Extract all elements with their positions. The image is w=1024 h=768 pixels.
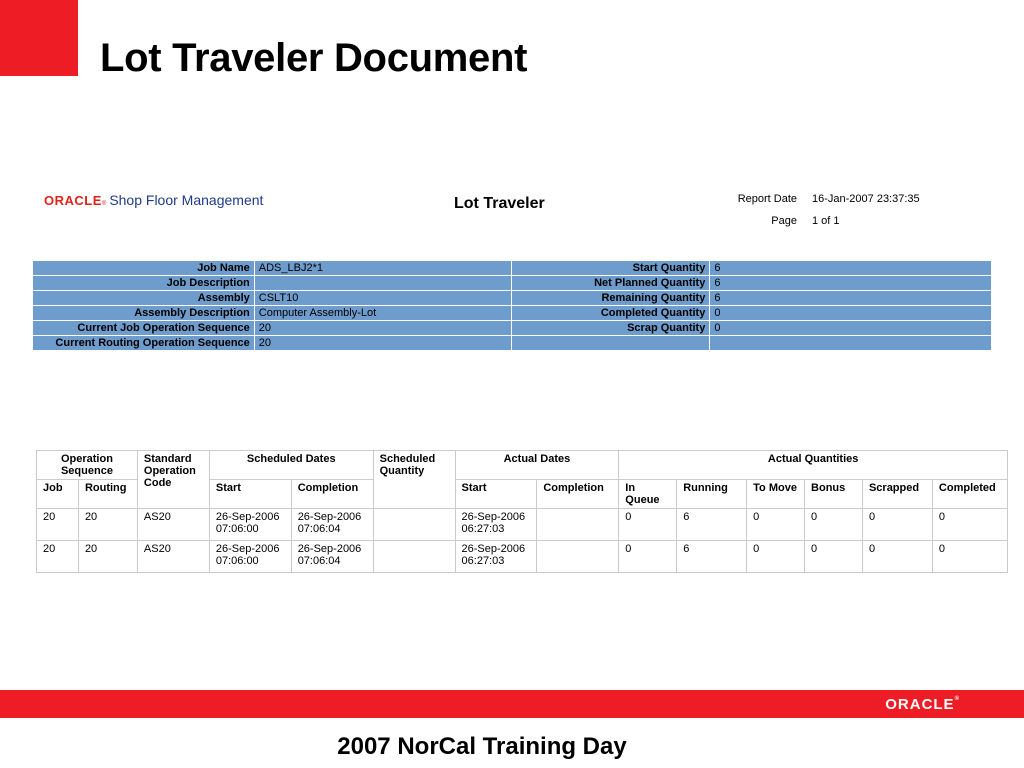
job-info-row <box>33 306 992 321</box>
job-info-row <box>33 276 992 291</box>
report-date-value: 16-Jan-2007 23:37:35 <box>812 193 920 205</box>
scheduled-start-header: Start <box>209 480 291 509</box>
operation-row <box>37 509 1008 541</box>
job-info-value: 20 <box>254 336 511 351</box>
footer-text: 2007 NorCal Training Day <box>337 733 627 760</box>
quantity-value: 0 <box>710 321 992 336</box>
quantity-value: 6 <box>710 291 992 306</box>
quantity-value: 0 <box>710 306 992 321</box>
job-info-label: Assembly Description <box>33 306 255 321</box>
job-info-label: Current Job Operation Sequence <box>33 321 255 336</box>
job-info-label: Assembly <box>33 291 255 306</box>
operation-row <box>37 541 1008 573</box>
completed-header: Completed <box>932 480 1007 509</box>
corner-red-square <box>0 0 78 76</box>
oracle-logo: ORACLE ® Shop Floor Management <box>44 192 264 208</box>
product-name: Shop Floor Management <box>109 192 264 208</box>
slide-title: Lot Traveler Document <box>100 36 528 80</box>
job-info-row <box>33 321 992 336</box>
cell-scrapped: 0 <box>862 509 932 541</box>
cell-sched-completion: 26-Sep-2006 07:06:04 <box>291 509 373 541</box>
cell-actual-start: 26-Sep-2006 06:27:03 <box>455 541 537 573</box>
to-move-header: To Move <box>747 480 805 509</box>
quantity-label: Net Planned Quantity <box>511 276 710 291</box>
job-info-row <box>33 336 992 351</box>
report-title: Lot Traveler <box>454 195 545 212</box>
cell-routing: 20 <box>78 541 137 573</box>
page-label: Page <box>771 215 797 227</box>
cell-scrapped: 0 <box>862 541 932 573</box>
cell-code: AS20 <box>137 509 209 541</box>
scheduled-completion-header: Completion <box>291 480 373 509</box>
actual-completion-header: Completion <box>537 480 619 509</box>
cell-job: 20 <box>37 541 79 573</box>
job-info-value <box>254 276 511 291</box>
routing-header: Routing <box>78 480 137 509</box>
quantity-value: 6 <box>710 261 992 276</box>
cell-in-queue: 0 <box>619 541 677 573</box>
operations-table <box>36 450 1008 573</box>
job-info-label: Job Name <box>33 261 255 276</box>
cell-actual-completion <box>537 509 619 541</box>
quantity-label <box>511 336 710 351</box>
report-date-label: Report Date <box>737 193 797 205</box>
cell-completed: 0 <box>932 509 1007 541</box>
cell-running: 6 <box>677 541 747 573</box>
cell-sched-completion: 26-Sep-2006 07:06:04 <box>291 541 373 573</box>
job-info-value: Computer Assembly-Lot <box>254 306 511 321</box>
job-info-row <box>33 291 992 306</box>
quantity-label: Remaining Quantity <box>511 291 710 306</box>
cell-completed: 0 <box>932 541 1007 573</box>
cell-running: 6 <box>677 509 747 541</box>
footer-bar <box>0 690 1024 718</box>
job-info-value: CSLT10 <box>254 291 511 306</box>
cell-code: AS20 <box>137 541 209 573</box>
scrapped-header: Scrapped <box>862 480 932 509</box>
job-info-value: 20 <box>254 321 511 336</box>
cell-actual-start: 26-Sep-2006 06:27:03 <box>455 509 537 541</box>
cell-sched-qty <box>373 541 455 573</box>
cell-sched-start: 26-Sep-2006 07:06:00 <box>209 541 291 573</box>
job-info-value: ADS_LBJ2*1 <box>254 261 511 276</box>
cell-to-move: 0 <box>747 509 805 541</box>
job-info-table <box>32 260 992 351</box>
quantity-label: Scrap Quantity <box>511 321 710 336</box>
standard-operation-code-header: Standard Operation Code <box>137 451 209 509</box>
quantity-value: 6 <box>710 276 992 291</box>
cell-to-move: 0 <box>747 541 805 573</box>
bonus-header: Bonus <box>805 480 863 509</box>
page-value: 1 of 1 <box>812 215 840 227</box>
quantity-label: Start Quantity <box>511 261 710 276</box>
scheduled-dates-header: Scheduled Dates <box>209 451 373 480</box>
cell-bonus: 0 <box>805 541 863 573</box>
quantity-value <box>710 336 992 351</box>
quantity-label: Completed Quantity <box>511 306 710 321</box>
running-header: Running <box>677 480 747 509</box>
job-info-row <box>33 261 992 276</box>
actual-dates-header: Actual Dates <box>455 451 619 480</box>
cell-job: 20 <box>37 509 79 541</box>
scheduled-quantity-header: Scheduled Quantity <box>373 451 455 509</box>
operation-sequence-header: Operation Sequence <box>37 451 138 480</box>
footer-oracle-logo: ORACLE® <box>885 696 960 713</box>
oracle-logo-word: ORACLE <box>44 193 102 208</box>
job-header: Job <box>37 480 79 509</box>
job-info-label: Current Routing Operation Sequence <box>33 336 255 351</box>
cell-sched-start: 26-Sep-2006 07:06:00 <box>209 509 291 541</box>
cell-bonus: 0 <box>805 509 863 541</box>
job-info-label: Job Description <box>33 276 255 291</box>
cell-sched-qty <box>373 509 455 541</box>
cell-actual-completion <box>537 541 619 573</box>
cell-in-queue: 0 <box>619 509 677 541</box>
actual-start-header: Start <box>455 480 537 509</box>
cell-routing: 20 <box>78 509 137 541</box>
in-queue-header: In Queue <box>619 480 677 509</box>
actual-quantities-header: Actual Quantities <box>619 451 1008 480</box>
